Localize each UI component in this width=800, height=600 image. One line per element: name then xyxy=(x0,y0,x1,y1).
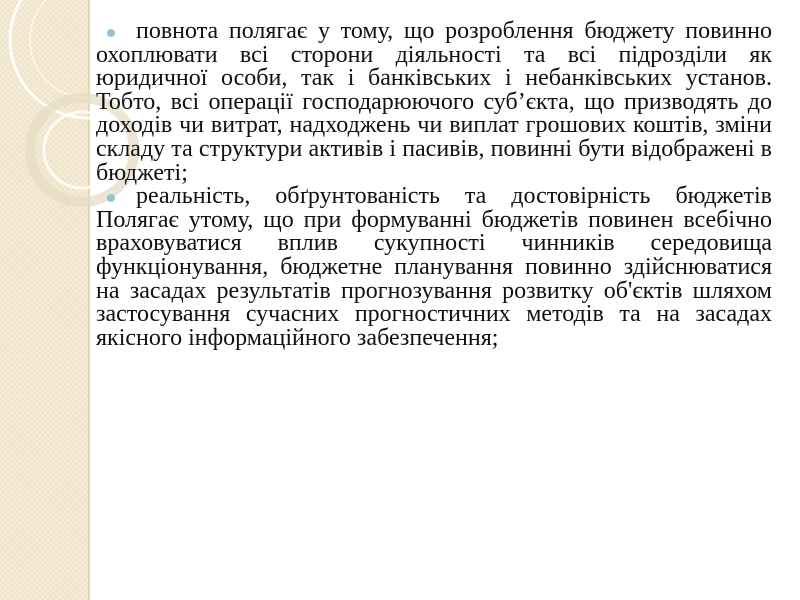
bullet-item-completeness xyxy=(96,20,772,185)
side-divider-line xyxy=(88,0,90,600)
decorative-side-band xyxy=(0,0,88,600)
slide-content xyxy=(96,20,772,350)
bullet-item-reality xyxy=(96,185,772,350)
bullet-icon xyxy=(107,194,115,202)
bullet-text: реальність, обґрунтованість та достовірність бюджетів Полягає утому, що при формуванні бюджетів повинен всебічно враховуватися вплив сукупності чинників середовища функціонування, бюджетне планування повинно здійснюватися на засадах результатів прогнозування розвитку об'єктів шляхом застосування сучасних прогностичних методів та на засадах якісного інформаційного забезпечення; xyxy=(96,183,772,351)
bullet-icon xyxy=(107,29,115,37)
bullet-text: повнота полягає у тому, що розроблення бюджету повинно охоплювати всі сторони діяльності та всі підрозділи як юридичної особи, так і банківських і небанківських установ. Тобто, всі операції господарюючого суб’єкта, що призводять до доходів чи витрат, надходжень чи виплат грошових коштів, зміни складу та структури активів і пасивів, повинні бути відображені в бюджеті; xyxy=(96,18,772,186)
